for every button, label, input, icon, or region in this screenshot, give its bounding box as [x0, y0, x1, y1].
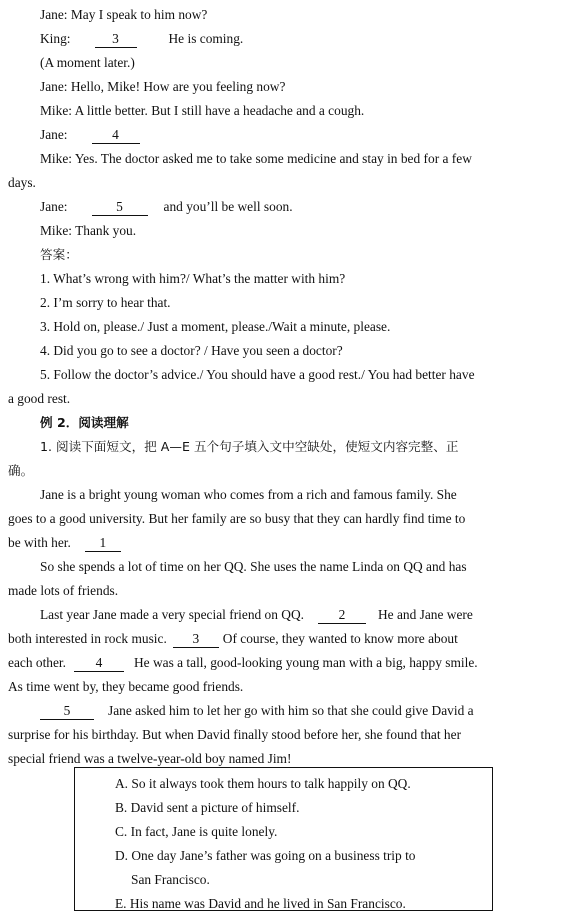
dialogue-line: (A moment later.) [40, 55, 135, 70]
passage-line: surprise for his birthday. But when David finally stood before her, she found that her [8, 727, 462, 742]
passage-text: He and Jane were [377, 607, 473, 622]
dialogue-line: Jane: May I speak to him now? [40, 7, 208, 22]
option-c: C. In fact, Jane is quite lonely. [115, 824, 278, 839]
passage-text: each other. [8, 655, 66, 670]
answers-heading: 答案： [40, 247, 78, 262]
answer-blank: 3 [95, 30, 137, 48]
passage-line: So she spends a lot of time on her QQ. She uses the name Linda on QQ and has [40, 559, 467, 574]
dialogue-line [8, 27, 561, 51]
dialogue-line [8, 123, 561, 147]
options-box [74, 767, 493, 911]
answer-blank: 4 [74, 654, 124, 672]
passage-line [8, 699, 561, 723]
document-page [8, 3, 561, 771]
answer-blank: 5 [40, 702, 94, 720]
dialogue-line: Mike: Yes. The doctor asked me to take some medicine and stay in bed for a few [40, 151, 472, 166]
speaker: Jane: [40, 127, 68, 142]
dialogue-line: Mike: Thank you. [40, 223, 137, 238]
answer-item: 1. What’s wrong with him?/ What’s the matter with him? [40, 271, 346, 286]
option-e: E. His name was David and he lived in San Francisco. [115, 896, 406, 911]
answer-item: 2. I’m sorry to hear that. [40, 295, 171, 310]
answer-item: 5. Follow the doctor’s advice./ You should have a good rest./ You had better have [40, 367, 475, 382]
dialogue-text: He is coming. [168, 31, 244, 46]
dialogue-line: days. [8, 175, 36, 190]
passage-line: Jane is a bright young woman who comes from a rich and famous family. She [40, 487, 457, 502]
passage-line: made lots of friends. [8, 583, 119, 598]
passage-line [8, 651, 561, 675]
option-a: A. So it always took them hours to talk happily on QQ. [115, 776, 411, 791]
passage-line [8, 627, 561, 651]
answer-blank: 3 [173, 630, 219, 648]
answer-item: 3. Hold on, please./ Just a moment, please./Wait a minute, please. [40, 319, 391, 334]
passage-text: both interested in rock music. [8, 631, 167, 646]
passage-text: be with her. [8, 535, 71, 550]
answer-blank: 1 [85, 534, 121, 552]
option-b: B. David sent a picture of himself. [115, 800, 300, 815]
instruction: 1. 阅读下面短文，把 A—E 五个句子填入文中空缺处，使短文内容完整、正 [40, 439, 459, 454]
passage-text: Jane asked him to let her go with him so that she could give David a [108, 703, 474, 718]
dialogue-line: Jane: Hello, Mike! How are you feeling now? [40, 79, 286, 94]
section-title: 例 2．阅读理解 [40, 415, 129, 430]
dialogue-line [8, 195, 561, 219]
option-d: D. One day Jane’s father was going on a business trip to [115, 848, 416, 863]
passage-line [8, 603, 561, 627]
speaker: Jane: [40, 199, 68, 214]
answer-blank: 2 [318, 606, 366, 624]
dialogue-text: and you’ll be well soon. [163, 199, 293, 214]
answer-blank: 5 [92, 198, 148, 216]
answer-item: a good rest. [8, 391, 71, 406]
passage-line: As time went by, they became good friends. [8, 679, 244, 694]
answer-item: 4. Did you go to see a doctor? / Have you seen a doctor? [40, 343, 343, 358]
instruction: 确。 [8, 463, 34, 478]
passage-text: Of course, they wanted to know more about [222, 631, 458, 646]
answer-blank: 4 [92, 126, 140, 144]
passage-text: Last year Jane made a very special friend on QQ. [40, 607, 304, 622]
passage-text: He was a tall, good-looking young man with a big, happy smile. [134, 655, 478, 670]
passage-line: special friend was a twelve-year-old boy named Jim! [8, 751, 292, 766]
dialogue-line: Mike: A little better. But I still have a headache and a cough. [40, 103, 365, 118]
speaker: King: [40, 31, 71, 46]
option-d-continued: San Francisco. [131, 872, 210, 887]
passage-line [8, 531, 561, 555]
passage-line: goes to a good university. But her family are so busy that they can hardly find time to [8, 511, 466, 526]
